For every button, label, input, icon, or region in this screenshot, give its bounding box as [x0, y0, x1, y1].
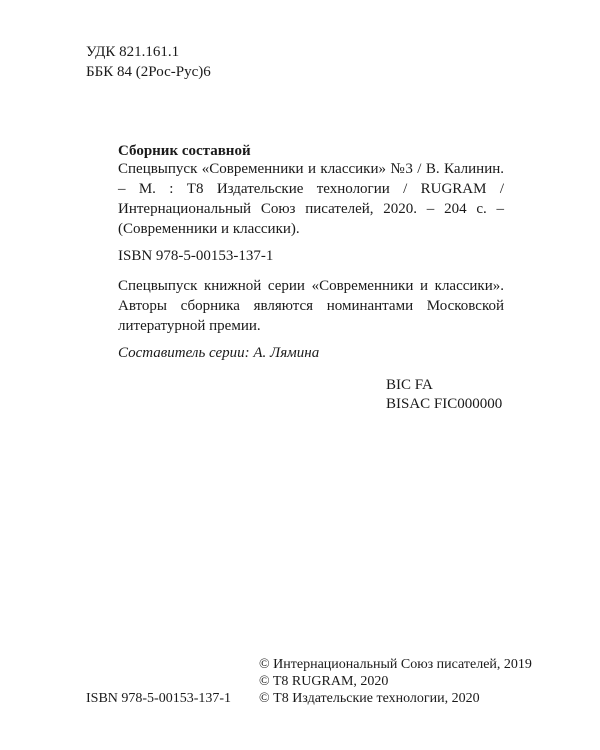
annotation-text: Спецвыпуск книжной серии «Современники и классики». Авторы сборника являются номинантами Московской литературной премии. — [118, 278, 504, 334]
bibliographic-entry — [118, 159, 504, 239]
bisac-code: BISAC FIC000000 — [386, 396, 503, 412]
footer-isbn: ISBN 978-5-00153-137-1 — [86, 691, 232, 706]
series-compiler: Составитель серии: А. Лямина — [118, 345, 320, 361]
bbk-code: ББК 84 (2Рос-Рус)6 — [86, 64, 211, 80]
udk-code: УДК 821.161.1 — [86, 44, 180, 60]
copyright-line: © T8 RUGRAM, 2020 — [259, 674, 389, 689]
copyright-line: © Т8 Издательские технологии, 2020 — [259, 691, 480, 706]
copyright-line: © Интернациональный Союз писателей, 2019 — [259, 657, 532, 672]
annotation — [118, 276, 504, 336]
bibliographic-entry-text: Спецвыпуск «Современники и классики» №3 / В. Калинин. – М. : Т8 Издательские технологии / RUGRAM / Интернациональный Союз писателей, 2020. – 204 с. – (Современники и классики). — [118, 161, 504, 237]
isbn: ISBN 978-5-00153-137-1 — [118, 248, 274, 264]
bic-code: BIC FA — [386, 377, 433, 393]
book-title: Сборник составной — [118, 143, 251, 159]
